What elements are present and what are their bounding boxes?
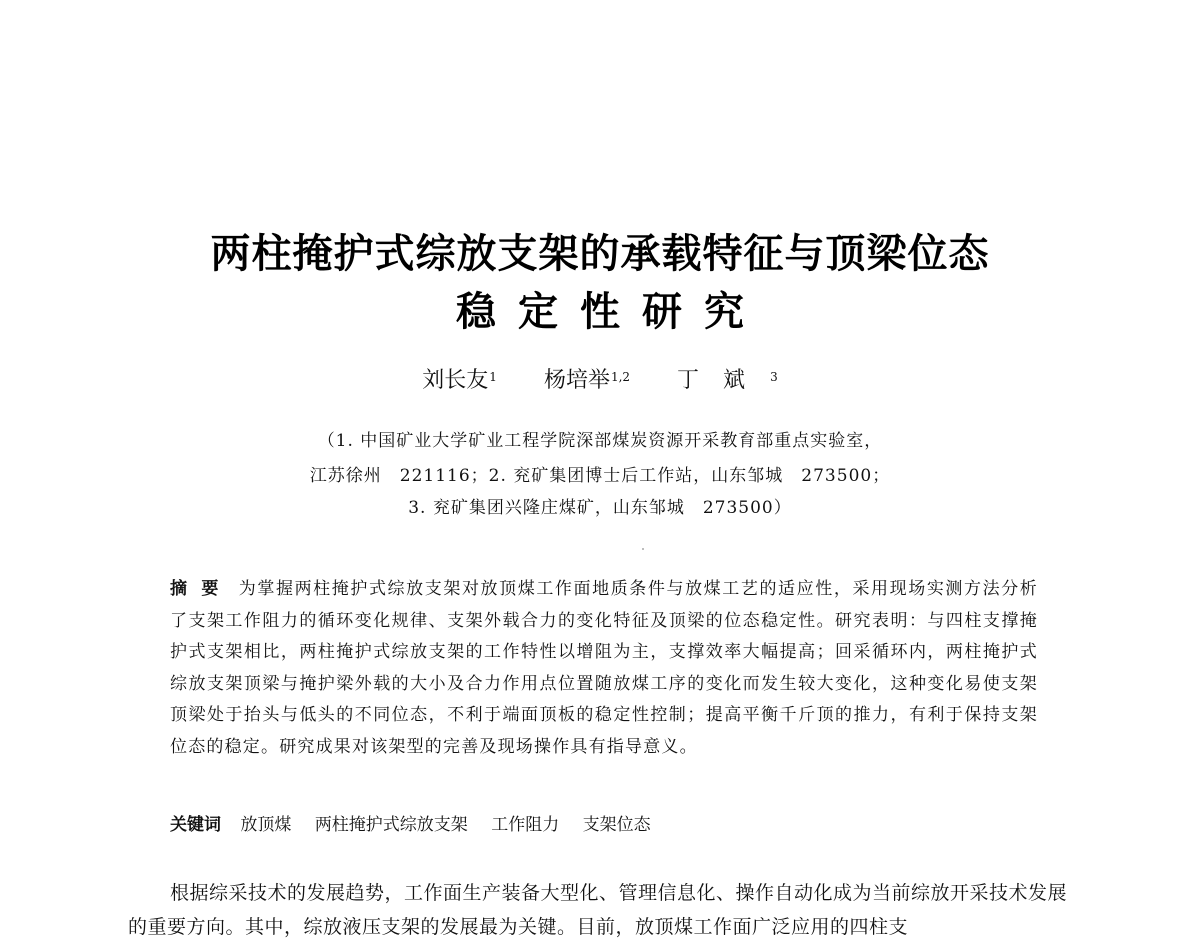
body-paragraph	[128, 876, 1078, 944]
author-1-affil-mark: 1	[489, 370, 497, 384]
body-paragraph-text: 根据综采技术的发展趋势，工作面生产装备大型化、管理信息化、操作自动化成为当前综放开采技术发展的重要方向。其中，综放液压支架的发展最为关键。目前，放顶煤工作面广泛应用的四柱支	[128, 882, 1068, 938]
author-2-name: 杨培举	[543, 368, 610, 393]
author-list	[0, 366, 1200, 396]
paper-title-line-1: 两柱掩护式综放支架的承载特征与顶梁位态	[210, 231, 990, 277]
author-2-affil-mark: 1,2	[610, 370, 631, 384]
author-2	[544, 366, 630, 396]
author-1	[422, 366, 497, 396]
keyword-item: 放顶煤	[240, 815, 292, 835]
affiliation-line-3: 3. 兖矿集团兴隆庄煤矿，山东邹城 273500）	[408, 498, 792, 518]
abstract-label: 摘要	[170, 579, 233, 599]
keywords	[170, 812, 1038, 838]
author-3	[677, 366, 778, 396]
abstract	[170, 574, 1038, 763]
author-3-name: 丁斌	[677, 368, 770, 393]
author-1-name: 刘长友	[422, 368, 489, 393]
keywords-label: 关键词	[170, 815, 221, 835]
keyword-item: 工作阻力	[491, 815, 560, 835]
paper-title-line-2: 稳定性研究	[456, 289, 766, 335]
keyword-item: 两柱掩护式综放支架	[314, 815, 468, 835]
abstract-text: 为掌握两柱掩护式综放支架对放顶煤工作面地质条件与放煤工艺的适应性，采用现场实测方法分析了支架工作阻力的循环变化规律、支架外载合力的变化特征及顶梁的位态稳定性。研究表明：与四柱支撑掩护式支架相比，两柱掩护式综放支架的工作特性以增阻为主，支撑效率大幅提高；回采循环内，两柱掩护式综放支架顶梁与掩护梁外载的大小及合力作用点位置随放煤工序的变化而发生较大变化，这种变化易使支架顶梁处于抬头与低头的不同位态，不利于端面顶板的稳定性控制；提高平衡千斤顶的推力，有利于保持支架位态的稳定。研究成果对该架型的完善及现场操作具有指导意义。	[170, 579, 1038, 757]
scan-speck	[642, 548, 644, 550]
author-3-affil-mark: 3	[770, 370, 778, 384]
keyword-item: 支架位态	[582, 815, 651, 835]
affiliation-line-2: 江苏徐州 221116；2. 兖矿集团博士后工作站，山东邹城 273500；	[309, 466, 891, 486]
affiliation-line-1: （1. 中国矿业大学矿业工程学院深部煤炭资源开采教育部重点实验室，	[317, 431, 883, 451]
